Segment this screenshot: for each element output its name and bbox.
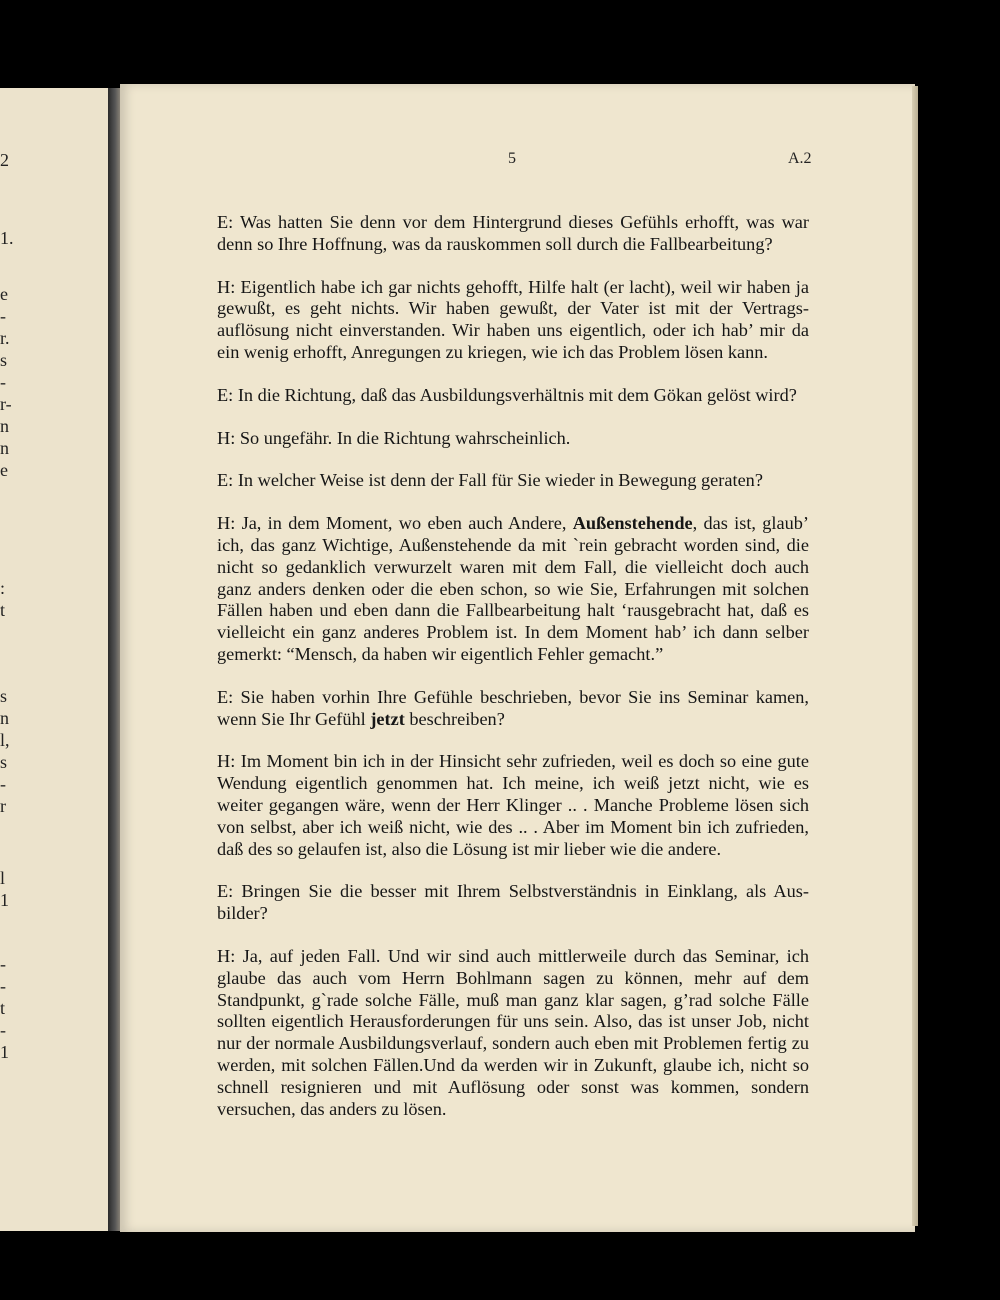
left-page-glyph: :	[0, 578, 6, 598]
transcript-paragraph	[217, 470, 809, 492]
left-page-glyph: s	[0, 350, 8, 370]
page-edge	[912, 86, 918, 1226]
left-page-glyph: -	[0, 954, 6, 974]
transcript-paragraph	[217, 385, 809, 407]
left-page-glyph: n	[0, 438, 9, 458]
transcript-paragraph	[217, 212, 809, 256]
left-page-glyph: l	[0, 868, 6, 888]
left-page-glyph: r.	[0, 328, 10, 348]
transcript-paragraph	[217, 946, 809, 1120]
paragraph-text: H: So ungefähr. In die Richtung wahrscheinlich.	[217, 427, 571, 448]
left-page-glyph: l,	[0, 730, 10, 750]
left-page-glyph: -	[0, 774, 6, 794]
left-page-glyph: r-	[0, 394, 12, 414]
transcript-paragraph	[217, 751, 809, 860]
left-page-cropped-text	[0, 88, 108, 1231]
interview-transcript	[217, 212, 809, 1141]
paragraph-text: E: Was hatten Sie denn vor dem Hintergrund dieses Gefühls erhofft, was war denn so Ihre Hoffnung, was da rauskommen soll durch die Fallbearbeitung?	[217, 212, 809, 254]
paragraph-text: E: In welcher Weise ist denn der Fall für Sie wieder in Bewegung geraten?	[217, 470, 763, 491]
left-page-glyph: -	[0, 976, 6, 996]
left-page-glyph: 2	[0, 150, 9, 170]
transcript-paragraph	[217, 881, 809, 925]
transcript-paragraph	[217, 277, 809, 364]
left-page-glyph: s	[0, 752, 8, 772]
paragraph-text: E: Bringen Sie die besser mit Ihrem Selbstverständnis in Einklang, als Ausbilder?	[217, 881, 809, 924]
section-code: A.2	[788, 150, 812, 167]
left-page-glyph: t	[0, 998, 6, 1018]
paragraph-text: H: Ja, auf jeden Fall. Und wir sind auch mittlerweile durch das Seminar, ich glaube das auch vom Herrn Bohlmann sagen zu können, mehr auf dem Standpunkt, g`rade solche Fälle, muß man ganz klar sagen, g’rad solche Fälle sollten eigentlich Herausforderungen für uns sein. Also, das ist unser Job, nicht nur der normale Ausbildungsverlauf, sondern auch eben mit Problemen fertig zu werden, mit solchen Fällen.Und da werden wir in Zukunft, glaube ich, nicht so schnell resignieren und mit Auflösung oder sonst was kommen, sondern versuchen, das anders zu lösen.	[217, 945, 809, 1119]
paragraph-text: E: In die Richtung, daß das Ausbildungsverhältnis mit dem Gökan gelöst wird?	[217, 384, 797, 405]
left-page-edge	[0, 88, 111, 1231]
left-page-glyph: e	[0, 284, 8, 304]
left-page-glyph: e	[0, 460, 8, 480]
transcript-paragraph	[217, 687, 809, 731]
left-page-glyph: -	[0, 1020, 6, 1040]
left-page-glyph: 1	[0, 890, 9, 910]
paragraph-text: , das ist, glaub’ ich, das ganz Wichtige, Außenstehende da mit `rein gebracht worden sind, die nicht so gedanklich verwurzelt waren mit dem Fall, die vielleicht doch auch ganz anders denken oder die eben schon, so wie Sie, Erfahrungen mit solchen Fällen haben und eben dann die Fallbearbeitung halt ‘rausgebracht hat, daß es vielleicht ein ganz anderes Problem ist. In dem Moment hab’ ich dann selber gemerkt: “Mensch, da haben wir eigentlich Fehler gemacht.”	[217, 513, 809, 664]
paragraph-text: H: Eigentlich habe ich gar nichts gehofft, Hilfe halt (er lacht), weil wir haben ja gewußt, es geht nichts. Wir haben gewußt, der Vater ist mit der Vertragsauflösung nicht einverstanden. Wir haben uns eigentlich, oder ich hab’ mir da ein wenig erhofft, Anregungen zu kriegen, wie ich das Problem lösen kann.	[217, 276, 809, 362]
right-page	[120, 84, 915, 1232]
transcript-paragraph	[217, 428, 809, 450]
transcript-paragraph	[217, 513, 809, 666]
left-page-glyph: 1	[0, 1042, 9, 1062]
left-page-glyph: n	[0, 416, 9, 436]
paragraph-text: H: Ja, in dem Moment, wo eben auch Andere,	[217, 513, 573, 534]
emphasized-text: jetzt	[370, 708, 405, 729]
page-number: 5	[508, 150, 516, 167]
left-page-glyph: r	[0, 796, 6, 816]
paragraph-text: beschreiben?	[404, 708, 505, 729]
left-page-glyph: -	[0, 372, 6, 392]
left-page-glyph: t	[0, 600, 6, 620]
left-page-glyph: n	[0, 708, 9, 728]
left-page-glyph: -	[0, 306, 6, 326]
paragraph-text: E: Sie haben vorhin Ihre Gefühle beschrieben, bevor Sie ins Seminar kamen, wenn Sie Ihr Gefühl	[217, 686, 809, 729]
paragraph-text: H: Im Moment bin ich in der Hinsicht sehr zufrieden, weil es doch so eine gute Wendung eigentlich genommen hat. Ich meine, ich weiß jetzt nicht, wie es weiter gegangen wäre, wenn der Herr Klinger .. . Manche Probleme lösen sich von selbst, aber ich weiß nicht, wie des .. . Aber im Moment bin ich zufrieden, daß des so gelaufen ist, also die Lösung ist mir lieber wie die andere.	[217, 751, 809, 859]
left-page-glyph: s	[0, 686, 8, 706]
left-page-glyph: 1.	[0, 228, 14, 248]
emphasized-text: Außenstehende	[572, 513, 693, 534]
